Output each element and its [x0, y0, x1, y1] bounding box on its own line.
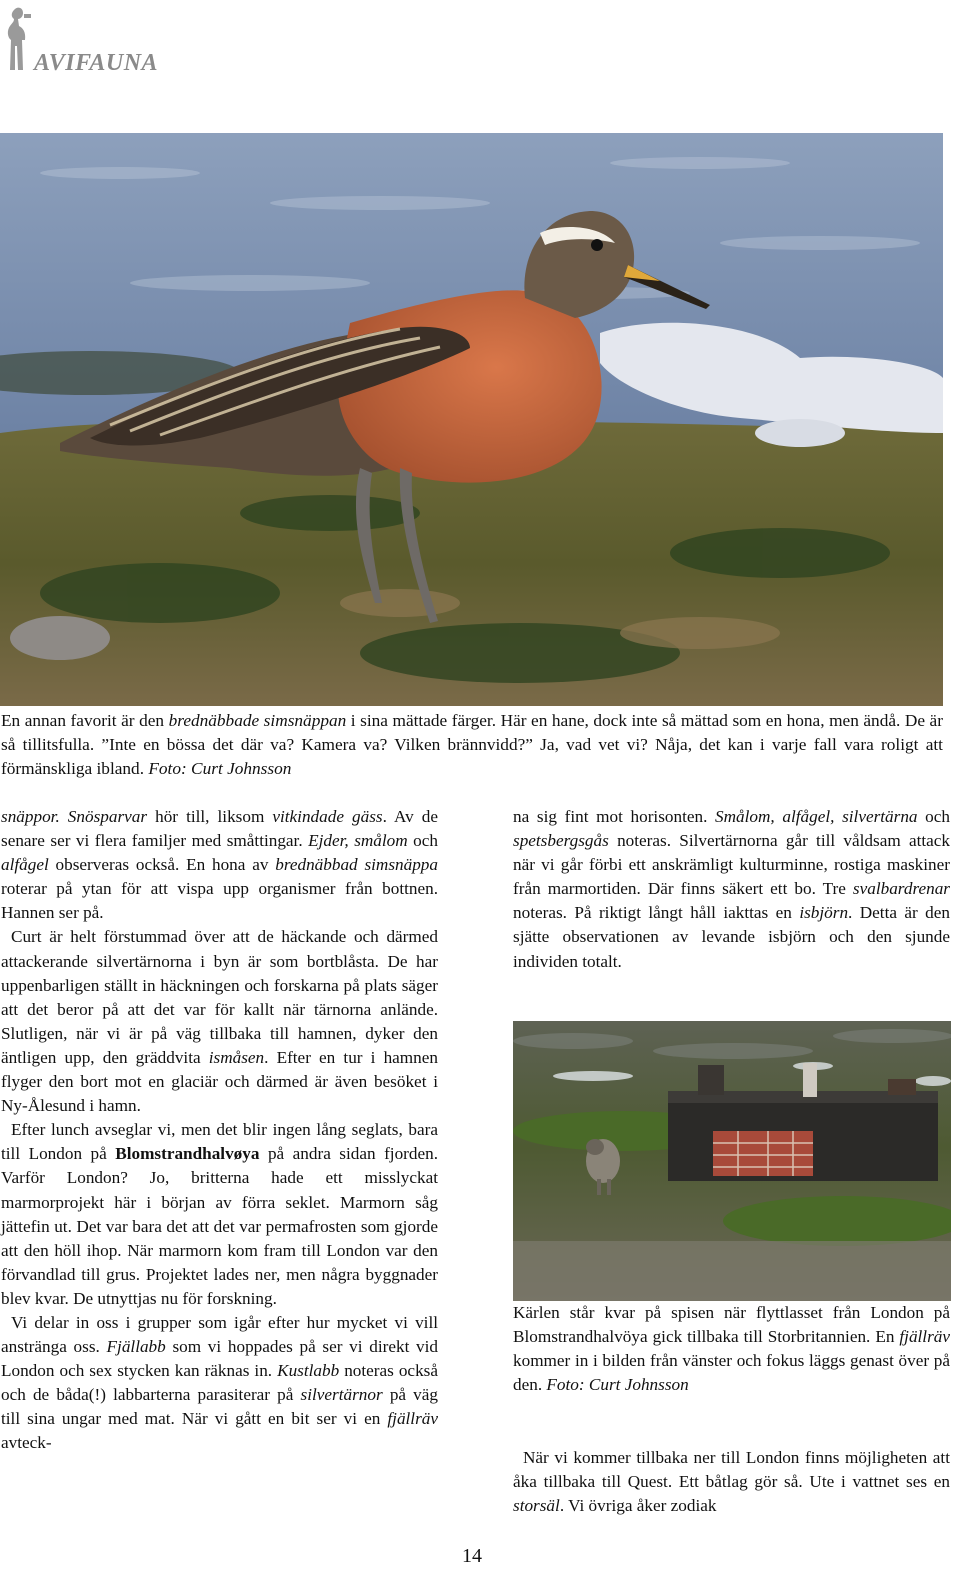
species-name: vitkindade gäss	[272, 807, 383, 826]
red-phalarope-image	[0, 133, 943, 706]
page-number: 14	[462, 1545, 482, 1567]
text: na sig fint mot horisonten.	[513, 807, 716, 826]
text: Vi delar in oss i grupper som igår efter hur mycket vi vill anstränga oss.	[1, 1312, 438, 1357]
text: . Detta är den sjätte observationen av levande isbjörn och den sjunde individen totalt.	[513, 903, 951, 971]
text: . Av de senare ser vi flera familjer med småttingar.	[1, 807, 438, 851]
paragraph	[1, 1311, 438, 1456]
species-name: spetsbergsgås	[513, 831, 609, 851]
species-name: brednäbbad simsnäppa	[275, 855, 438, 875]
text: När vi kommer tillbaka ner till London finns möjligheten att åka tillbaka till Quest. Ett båtlag gör så. Ute i vattnet ses en	[513, 1448, 950, 1492]
paragraph	[513, 805, 950, 974]
text: på väg till sina ungar med mat. När vi gått en bit ser vi en	[1, 1385, 438, 1429]
text: avteck-	[1, 1433, 52, 1453]
text: Curt är helt förstummad över att de häckande och därmed attackerande silvertärnorna i byn är som bortblåsta. De har uppenbarligen ställt in häckningen och forskarna på plats säger att det beror på att det var för kallt när tärnorna anlände. Slutligen, när vi är på väg tillbaka till hamnen, dyker den äntligen upp, den gräddvita	[1, 927, 438, 1067]
paragraph	[1, 1118, 438, 1311]
text: noteras. Silvertärnorna går till våldsam attack när vi går förbi ett anskrämligt kulturminne, rostiga maskiner från marmortiden. Där finns säkert ett bo. Tre	[513, 831, 950, 899]
species-name: storsäl	[513, 1496, 560, 1516]
species-name: Ejder, smålom	[308, 831, 408, 851]
text: som vi hoppades på ser vi direkt vid London och sex stycken kan räknas in.	[1, 1337, 439, 1381]
right-column-top	[513, 805, 950, 974]
species-name: Kustlabb	[277, 1361, 340, 1381]
species-name: Smålom, alfågel, silvertärna	[715, 807, 918, 826]
fox-photo-caption	[513, 1301, 950, 1397]
birdwatcher-icon	[4, 4, 34, 76]
species-name: snäppor. Snösparvar	[1, 807, 148, 826]
text: hör till, liksom	[147, 807, 273, 826]
caption-text: En annan favorit är den	[1, 711, 169, 730]
logo-wordmark: AVIFAUNA	[34, 50, 159, 76]
text: . Vi övriga åker zodiak	[559, 1496, 717, 1516]
text: noteras. På riktigt långt håll iakttas en	[513, 903, 800, 923]
main-photo-caption	[1, 709, 943, 782]
photo-credit: Foto: Curt Johnsson	[148, 759, 292, 779]
paragraph	[1, 925, 438, 1118]
species-name: Fjällabb	[106, 1337, 166, 1357]
avifauna-logo	[4, 4, 184, 76]
paragraph	[513, 1301, 950, 1397]
right-column-bottom	[513, 1446, 950, 1518]
caption-text: kommer in i bilden från vänster och fokus läggs genast över på den.	[513, 1351, 950, 1395]
text: Efter lunch avseglar vi, men det blir ingen lång seglats, bara till London på	[1, 1120, 438, 1164]
paragraph	[1, 805, 438, 925]
text: roterar på ytan för att vispa upp organismer från bottnen. Hannen ser på.	[1, 879, 438, 923]
place-name: Blomstrandhalvøya	[115, 1144, 260, 1164]
paragraph	[513, 1446, 950, 1518]
caption-species-name: brednäbbade simsnäppan	[168, 711, 347, 730]
left-column	[1, 805, 438, 1456]
red-phalarope-photo	[0, 133, 943, 706]
text: på andra sidan fjorden. Varför London? Jo, britterna hade ett misslyckat marmorprojekt här i början av förra seklet. Marmorn såg jättefin ut. Det var bara det att det var permafrosten som gjorde att den höll ihop. När marmorn kom fram till London var den förvandlad till grus. Projektet lades ner, men några byggnader blev kvar. De utnyttjas nu för forskning.	[1, 1144, 438, 1308]
text: . Efter en tur i hamnen flyger den bort mot en glaciär och därmed är även besöket i Ny-Ålesund i hamn.	[1, 1047, 438, 1116]
text: observeras också. En hona av	[48, 855, 276, 875]
species-name: svalbardrenar	[852, 879, 950, 899]
species-name: ismåsen	[208, 1047, 265, 1067]
text: noteras också och de båda(!) labbarterna parasiterar på	[1, 1361, 438, 1405]
species-name: alfågel	[1, 855, 49, 875]
caption-text: Kärlen står kvar på spisen när flyttlasset från London på Blomstrandhalvöya gick tillbaka till Storbritannien. En	[513, 1303, 950, 1347]
photo-credit: Foto: Curt Johnsson	[546, 1375, 689, 1395]
text: och	[917, 807, 950, 826]
species-name: fjällräv	[387, 1409, 438, 1429]
text: och	[407, 831, 438, 851]
species-name: fjällräv	[899, 1327, 950, 1347]
caption-text: i sina mättade färger. Här en hane, dock inte så mättad som en hona, men ändå. De är så tillitsfulla. ”Inte en bössa det där va? Kamera va? Vilken brännvidd?” Ja, vad vet vi? Nåja, det kan i varje fall vara roligt att förmänskliga ibland.	[1, 711, 943, 779]
species-name: silvertärnor	[300, 1385, 383, 1405]
species-name: isbjörn	[799, 903, 849, 923]
arctic-fox-image	[513, 1021, 951, 1301]
arctic-fox-photo	[513, 1021, 951, 1301]
